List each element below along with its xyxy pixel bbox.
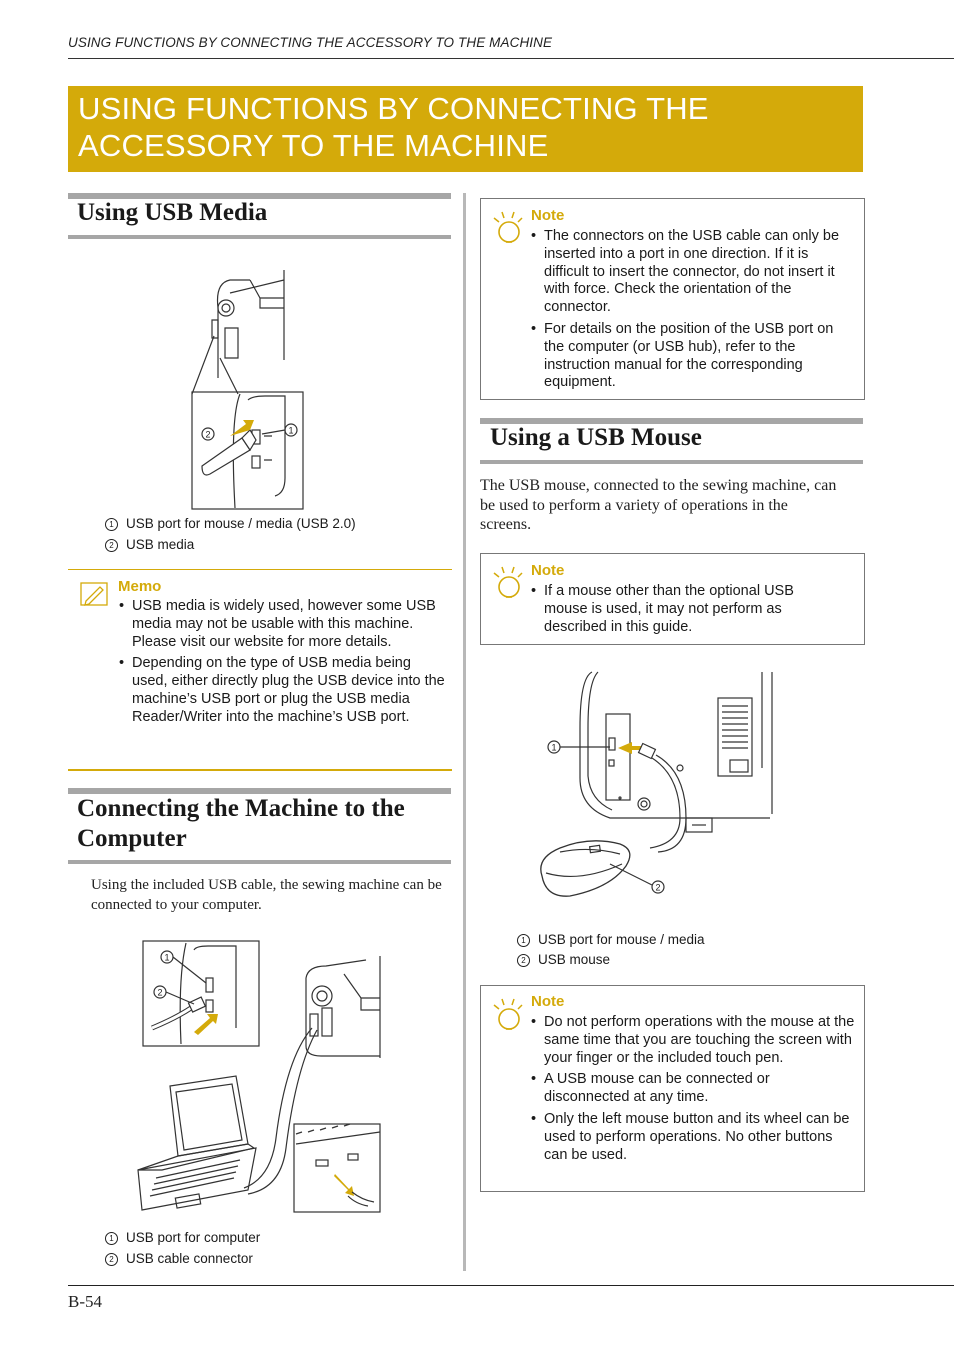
section-title-usb-mouse: Using a USB Mouse — [490, 424, 702, 451]
memo-title: Memo — [118, 578, 162, 595]
section-title-usb-media: Using USB Media — [77, 199, 268, 226]
callout-number: 1 — [551, 742, 557, 753]
caption-item: 2 USB cable connector — [105, 1251, 253, 1266]
memo-pencil-icon — [80, 582, 110, 608]
running-header: USING FUNCTIONS BY CONNECTING THE ACCESSORY TO THE MACHINE — [68, 35, 553, 50]
note-item: • If a mouse other than the optional USB mouse is used, it may not perform as described in this guide. — [531, 583, 831, 636]
callout-number: 1 — [164, 952, 170, 963]
note-title: Note — [531, 993, 565, 1010]
column-divider — [463, 193, 466, 1271]
note-item: • A USB mouse can be connected or disconnected at any time. — [531, 1071, 855, 1107]
caption-item: 1 USB port for mouse / media — [517, 932, 705, 947]
page-number: B-54 — [68, 1292, 102, 1311]
note-list — [531, 1014, 855, 1168]
footer-rule — [68, 1285, 954, 1286]
note-item: • Do not perform operations with the mouse at the same time that you are touching the screen with your finger or the included touch pen. — [531, 1014, 855, 1067]
memo-bottom-rule — [68, 769, 452, 771]
note-bulb-icon — [492, 997, 526, 1033]
note-bulb-icon — [492, 565, 526, 601]
memo-list — [119, 598, 449, 731]
caption-item: 1 USB port for computer — [105, 1230, 260, 1245]
section-title-computer: Connecting the Machine to the Computer — [77, 795, 405, 852]
mouse-body-text: The USB mouse, connected to the sewing machine, can be used to perform a variety of operations in the screens. — [480, 477, 837, 533]
section-bar-bottom — [68, 235, 451, 239]
header-rule — [68, 58, 954, 59]
note-item: • Only the left mouse button and its wheel can be used to perform operations. No other buttons can be used. — [531, 1111, 855, 1164]
usb-media-illustration — [190, 268, 310, 513]
callout-number: 1 — [288, 425, 294, 436]
chapter-title: USING FUNCTIONS BY CONNECTING THE ACCESSORY TO THE MACHINE — [78, 91, 709, 163]
memo-top-rule — [68, 569, 452, 570]
section-bar-bottom — [68, 860, 451, 864]
callout-number: 2 — [157, 987, 163, 998]
caption-item: 1 USB port for mouse / media (USB 2.0) — [105, 516, 356, 531]
caption-item: 2 USB mouse — [517, 952, 610, 967]
caption-item: 2 USB media — [105, 537, 194, 552]
note-item: • For details on the position of the USB port on the computer (or USB hub), refer to the instruction manual for the corresponding equipment. — [531, 321, 857, 392]
section-bar-bottom — [480, 460, 863, 464]
callout-number: 2 — [205, 429, 211, 440]
note-title: Note — [531, 562, 565, 579]
memo-item: • USB media is widely used, however some USB media may not be usable with this machine. Please visit our website for more details. — [119, 598, 449, 651]
computer-connection-illustration — [136, 938, 384, 1216]
callout-number: 2 — [655, 882, 661, 893]
note-item: • The connectors on the USB cable can only be inserted into a port in one direction. If it is difficult to insert the connector, do not insert it with force. Check the orientation of the connector. — [531, 228, 857, 317]
note-title: Note — [531, 207, 565, 224]
note-list — [531, 228, 857, 396]
computer-body-text: Using the included USB cable, the sewing machine can be connected to your computer. — [91, 877, 442, 913]
note-bulb-icon — [492, 210, 526, 246]
usb-mouse-illustration — [540, 668, 780, 903]
memo-item: • Depending on the type of USB media being used, either directly plug the USB device into the machine’s USB port or plug the USB media Reader/Writer into the machine’s USB port. — [119, 655, 449, 726]
note-list — [531, 583, 831, 640]
